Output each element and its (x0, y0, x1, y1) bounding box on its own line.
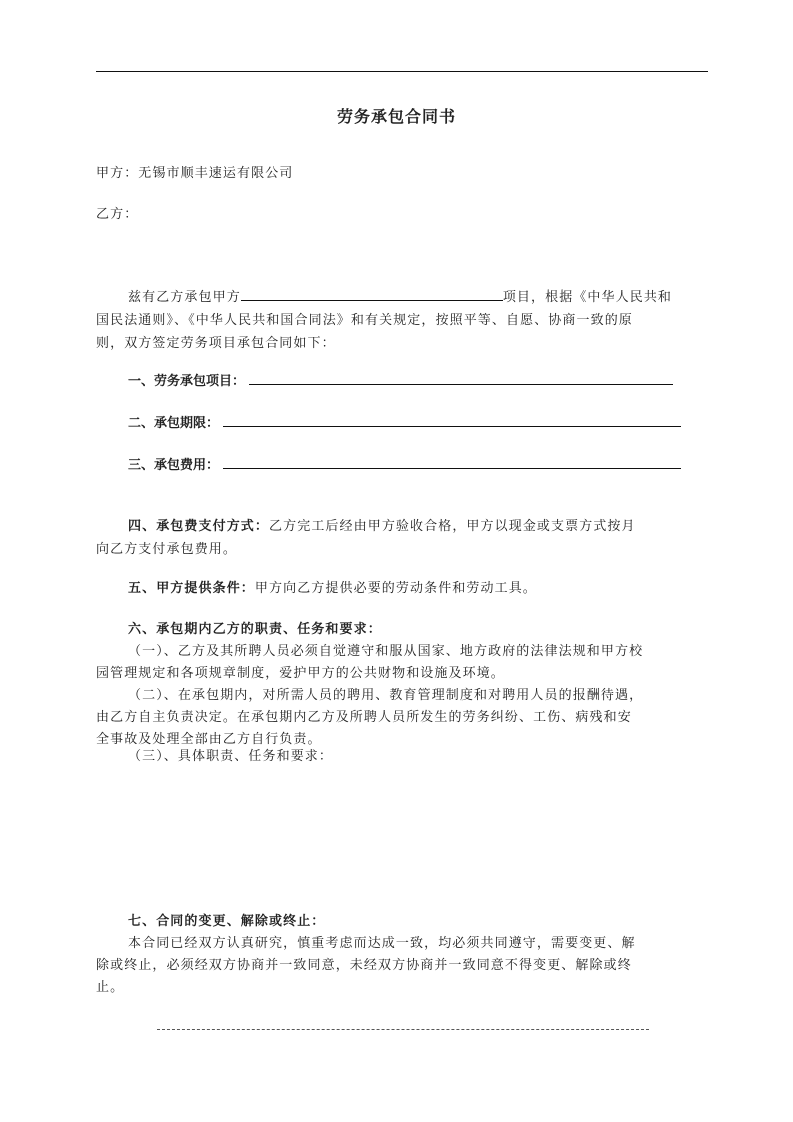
section-1-heading (128, 370, 673, 389)
section-7-heading: 七、合同的变更、解除或终止： (128, 914, 326, 929)
section-4-text: 乙方完工后经由甲方验收合格，甲方以现金或支票方式按月 (269, 519, 636, 534)
section-7-line-2: 除或终止，必须经双方协商并一致同意，未经双方协商并一致同意不得变更、解除或终 (96, 958, 632, 973)
intro-line-1 (128, 286, 672, 305)
section-7-line-3: 止。 (96, 980, 125, 995)
section-6-p3: （三）、具体职责、任务和要求： (128, 749, 334, 764)
party-b: 乙方： (96, 207, 139, 222)
section-3-label: 三、承包费用： (128, 458, 220, 473)
intro-line-1-pre: 兹有乙方承包甲方 (128, 290, 241, 305)
section-6-p2-line-3: 全事故及处理全部由乙方自行负责。 (96, 732, 322, 747)
intro-line-3: 则，双方签定劳务项目承包合同如下： (96, 336, 336, 351)
section-5-heading: 五、甲方提供条件： (128, 581, 255, 596)
section-6-heading: 六、承包期内乙方的职责、任务和要求： (128, 622, 382, 637)
section-4-line-2: 向乙方支付承包费用。 (96, 542, 238, 557)
section-4-heading: 四、承包费支付方式： (128, 519, 270, 534)
section-5-text: 甲方向乙方提供必要的劳动条件和劳动工具。 (254, 581, 537, 596)
header-rule (96, 71, 708, 72)
section-4 (128, 515, 636, 534)
contract-item-blank[interactable] (249, 372, 673, 385)
intro-line-2: 国民法通则》、《中华人民共和国合同法》和有关规定，按照平等、自愿、协商一致的原 (96, 313, 633, 328)
party-a: 甲方：无锡市顺丰速运有限公司 (96, 166, 294, 181)
section-6-p2-line-2: 由乙方自主负责决定。在承包期内乙方及所聘人员所发生的劳务纠纷、工伤、病残和安 (96, 710, 632, 725)
section-2-heading (128, 412, 681, 431)
section-5 (128, 577, 537, 596)
section-6-p1-line-1: （一）、乙方及其所聘人员必须自觉遵守和服从国家、地方政府的法律法规和甲方校 (128, 644, 644, 659)
section-6-p1-line-2: 园管理规定和各项规章制度，爱护甲方的公共财物和设施及环境。 (96, 666, 505, 681)
section-1-label: 一、劳务承包项目： (128, 374, 246, 389)
section-6-p2-line-1: （二）、在承包期内，对所需人员的聘用、教育管理制度和对聘用人员的报酬待遇， (128, 688, 644, 703)
document-title: 劳务承包合同书 (336, 107, 456, 126)
project-blank[interactable] (241, 288, 503, 301)
intro-line-1-post: 项目，根据《中华人民共和 (502, 290, 673, 305)
fee-blank[interactable] (223, 456, 681, 469)
dashed-divider (157, 1029, 649, 1030)
section-2-label: 二、承包期限： (128, 416, 220, 431)
term-blank[interactable] (223, 414, 681, 427)
section-3-heading (128, 454, 681, 473)
section-7-line-1: 本合同已经双方认真研究，慎重考虑而达成一致，均必须共同遵守，需要变更、解 (128, 936, 636, 951)
